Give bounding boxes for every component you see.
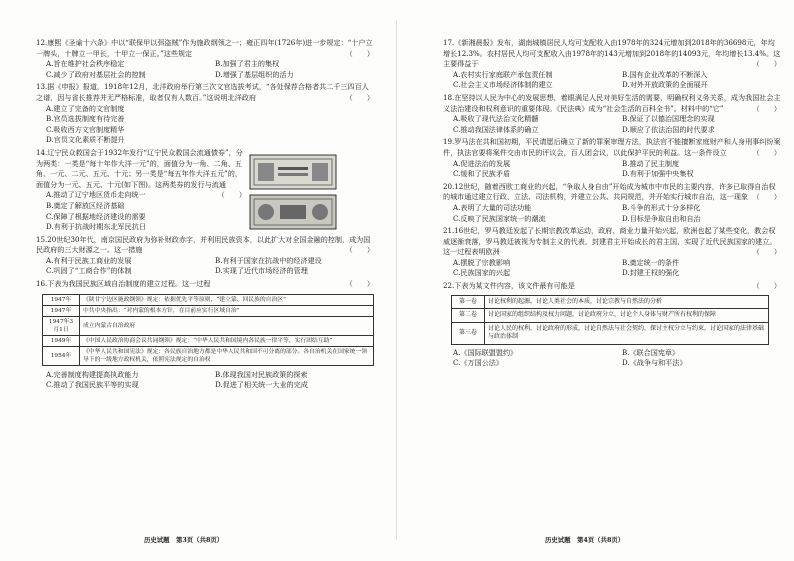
option-d: D.顺应了依法治国的时代要求 (622, 124, 715, 134)
option-a: A.建立了完备的文官制度 (46, 103, 125, 113)
answer-paren: （ ） (752, 281, 781, 291)
answer-paren: （ ） (752, 192, 781, 202)
question-18 (443, 93, 781, 135)
table-year: 1954年 (43, 346, 80, 365)
page-divider (396, 20, 397, 540)
table-row (452, 309, 769, 323)
q15-stem: 15.20世纪30年代，南京国民政府为弥补财政赤字，并利用民族资本，以此扩大对全国金融的控制，成为国民政府的三大财源之一。这一措施 (36, 234, 371, 255)
option-c: C.民族国家的兴起 (453, 268, 511, 278)
option-d: D.官员文化素质不断提升 (46, 135, 125, 145)
option-d: D.有利于抗战时期东北军民抗日 (46, 222, 146, 232)
option-c: C.减少了政府对基层社会的控制 (46, 69, 146, 79)
answer-paren: （ ） (345, 48, 374, 58)
option-b: B.体现我国对民族政策的探索 (215, 369, 308, 379)
table-text: 中共中央指出：“对内蒙的根本方针，在目前应实行区域自治” (80, 305, 374, 316)
banknote-bottom (250, 195, 336, 229)
option-d: D.增强了基层组织的活力 (215, 69, 294, 79)
banknote-top (250, 155, 336, 189)
table-label: 第二卷 (452, 309, 485, 323)
table-text: 讨论人民的权利，讨论政府的形成，讨论自然法与社会契约，探讨主权分立与约束，讨论国家的法律基础与政治体制 (485, 322, 769, 344)
table-row (43, 335, 374, 346)
option-b: B.奠定了解放区经济基础 (46, 200, 125, 210)
table-label: 第三卷 (452, 322, 485, 344)
question-17 (443, 38, 781, 91)
option-a: A.吸收了现代法治文化精髓 (453, 114, 539, 124)
option-c: C.推动我国法律体系的确立 (453, 124, 539, 134)
table-text: 讨论国家的组织结构及权力问题，讨论政府分立，讨论个人身体与财产所有权利的保障 (485, 309, 769, 323)
option-a: A.有利于民族工商业的发展 (46, 255, 132, 265)
answer-paren: （ ） (752, 59, 781, 69)
answer-paren: （ ） (345, 279, 374, 289)
table-year: 1949年 (43, 335, 80, 346)
question-15 (36, 235, 374, 277)
document-table (451, 295, 769, 345)
table-label: 第一卷 (452, 295, 485, 309)
answer-paren: （ ） (345, 245, 374, 255)
option-a: A.旨在维护社会秩序稳定 (46, 59, 125, 69)
question-13 (36, 82, 374, 146)
table-text: 讨论权利的起源，讨论人类社会的本质，讨论宗教与自然法的分析 (485, 295, 769, 309)
q14-stem: 14.辽宁民众救国会于1932年发行“辽宁民众救国会流通债券”，分为两类：一类是“每十年作大洋一元”的，面值分为一角、二角、五角、一元、二元、五元、十元；另一类是“每五年作大洋五元”的，面值分为一元、五元、十元(如下图)。这两类券的发行与流通 (36, 147, 243, 189)
option-b: B.推动了民主制度 (622, 158, 680, 168)
answer-paren: （ ） (752, 147, 781, 157)
q13-stem: 13.据《申报》报道，1918年12月，北洋政府举行第三次文官选拔考试，“各处保荐合格者共二千三四百人之谱，因与省长推荐并无严格标准，取者仅有人数百。”这说明北洋政府 (36, 82, 369, 102)
question-20 (443, 182, 781, 224)
table-row (43, 294, 374, 305)
option-c: C.吸收西方文官制度精华 (46, 124, 125, 134)
option-d: D.有利于加强中央集权 (622, 169, 694, 179)
question-14 (36, 148, 246, 233)
table-row (452, 322, 769, 344)
question-22 (443, 281, 781, 369)
option-b: B.官员选拔制度有待完善 (46, 114, 125, 124)
option-b: B.国有企业改革的不断深入 (622, 69, 708, 79)
table-year: 1947年 (43, 305, 80, 316)
table-year: 1947年3月1日 (43, 316, 80, 335)
q19-stem: 19.罗马法在共和国初期，平民请愿后确立了新的罪案审理方法，执法官不能擅断家庭财产和人身刑事纠纷案件，执法官要将案件交由市民的评议会，百人团会议，以此保护平民的利益。这一条件设立 (443, 137, 781, 157)
option-d: D.促进了相关统一大业的完成 (215, 380, 308, 390)
option-d: D.实现了近代市场经济的管理 (215, 266, 308, 276)
option-a: A.摆脱了宗教影响 (453, 257, 511, 267)
question-19 (443, 137, 781, 179)
answer-paren: （ ） (752, 247, 781, 257)
question-21 (443, 226, 781, 279)
option-a: A.《国际联盟盟约》 (453, 347, 518, 357)
answer-paren: （ ） (345, 92, 374, 102)
banknote-images (248, 153, 338, 231)
table-row (43, 316, 374, 335)
option-c: C.保障了根据地经济建设的需要 (46, 211, 146, 221)
option-a: A.完善制度构建提高执政能力 (46, 369, 139, 379)
option-c: C.反映了民族国家统一的潮流 (453, 213, 546, 223)
question-12 (36, 38, 374, 80)
answer-paren: （ ） (752, 103, 781, 113)
table-row (43, 346, 374, 365)
option-b: B.奠定统一的条件 (622, 257, 680, 267)
table-text: 《中国人民政治协商会议共同纲领》规定：“中华人民共和国境内各民族一律平等，实行团结互助” (80, 335, 374, 346)
option-c: C.巩固了“工商合作”的体制 (46, 266, 132, 276)
table-text: 《陕甘宁边区施政纲领》规定：依据优先平等原则，“建立蒙、回民族的自治区” (80, 294, 374, 305)
option-d: D.《战争与和平法》 (622, 358, 687, 368)
option-c: C.推动了我国民族平等的实现 (46, 380, 139, 390)
q22-stem: 22.下表为某文件内容，该文件最有可能是 (443, 281, 575, 291)
right-page (443, 38, 781, 369)
option-b: B.加强了君主的集权 (215, 59, 280, 69)
option-c: C.缓和了民族矛盾 (453, 169, 511, 179)
option-d: D.对外开放政策的全面展开 (622, 80, 708, 90)
option-a: A.农村实行家庭联产承包责任制 (453, 69, 553, 79)
q12-stem: 12.康熙《圣谕十六条》中以“联保甲以弭盗贼”作为施政纲领之一；雍正四年(1726年)进一步规定：“十户立一牌头，十牌立一甲长，十甲立一保正。”这些规定 (36, 38, 373, 58)
table-text: 《中华人民共和国宪法》规定：各民族自治地方都是中华人民共和国不可分离的部分。各自治机关在国家统一领导下的一级地方政权机关，依照宪法规定的自治权 (80, 346, 374, 365)
option-d: D.封建王权的强化 (622, 268, 680, 278)
option-c: C.社会主义市场经济体制的建立 (453, 80, 553, 90)
q21-stem: 21.16世纪，罗马教廷发起了长期宗教改革运动，政府、商业力量开始兴起，欧洲也起了某些变化，教会权威逐渐衰落，罗马教廷被视为专制主义的代表，封建君主开始成长的君主国，实现了近代民族国家的建立。这一过程表明欧洲 (443, 226, 777, 257)
left-page-footer: 历史试题 第3页（共8页） (144, 536, 224, 544)
history-table (42, 294, 374, 366)
option-b: B.《联合国宪章》 (622, 347, 680, 357)
q20-stem: 20.12世纪，随着西欧工商业的兴起，“争取人身自由”开始成为城市中市民的主要内容，许多已取得自治权的城市通过建立行政、立法、司法机构，并建立公共、共同规范，并开始实行城市自治，这一现象 (443, 181, 776, 202)
table-row (43, 305, 374, 316)
question-16 (36, 279, 374, 391)
option-d: D.目标是争取自由和自治 (622, 213, 701, 223)
right-page-footer: 历史试题 第4页（共8页） (545, 536, 625, 544)
q17-stem: 17.《新湘晨报》发布，湖南城镇居民人均可支配收入由1978年的324元增加到2018年的36698元，年均增长12.3%。农村居民人均可支配收入由1978年的143元增加到2018年的14093元，年均增长13.4%。这主要得益于 (443, 38, 781, 69)
table-text: 成立内蒙古自治政府 (80, 316, 374, 335)
option-b: B.保证了以德治国理念的实现 (622, 114, 715, 124)
q18-stem: 18.在坚持以人民为中心的发展思想，着眼满足人民对美好生活的需要，明确权利义务关系，成为我国社会主义法治建设和权利意识的重要体现。《民法典》成为“社会生活的百科全书”。材料中的“它” (443, 92, 781, 113)
table-row (452, 295, 769, 309)
q16-stem: 16.下表为我国民族区域自治制度的建立过程。这一过程 (36, 279, 211, 289)
option-a: A.推动了辽宁地区货币走向统一 (46, 190, 146, 200)
option-a: A.促进法治的发展 (453, 158, 511, 168)
table-year: 1947年 (43, 294, 80, 305)
option-c: C.《万国公法》 (453, 358, 503, 368)
option-b: B.有利于国家在抗战中的经济建设 (215, 255, 322, 265)
answer-paren: （ ） (217, 190, 246, 200)
option-a: A.表明了大量的司法功能 (453, 202, 532, 212)
option-b: B.斗争的形式十分多样化 (622, 202, 701, 212)
